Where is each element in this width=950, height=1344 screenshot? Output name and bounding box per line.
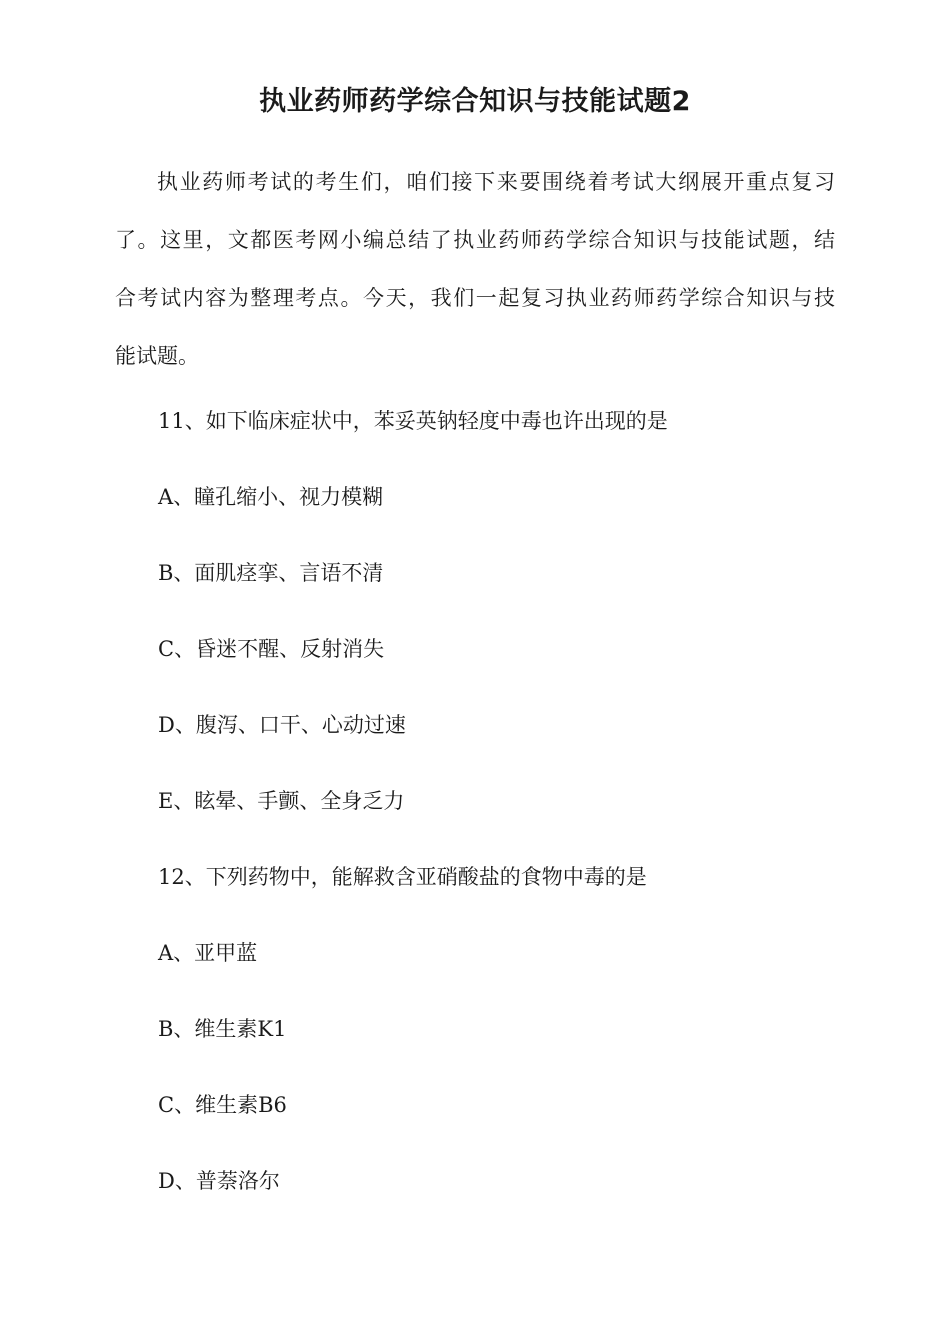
question-11-option-d: D、腹泻、口干、心动过速 bbox=[158, 713, 406, 737]
question-12-option-a: A、亚甲蓝 bbox=[158, 941, 258, 965]
question-11-option-e: E、眩晕、手颤、全身乏力 bbox=[158, 789, 405, 813]
question-12-option-d: D、普萘洛尔 bbox=[158, 1169, 280, 1193]
intro-paragraph bbox=[115, 153, 835, 385]
intro-line: 执业药师考试的考生们，咱们接下来要围绕着考试大纲展开重点复习 bbox=[157, 170, 835, 194]
intro-line: 能试题。 bbox=[115, 344, 199, 368]
question-12-option-b: B、维生素K1 bbox=[158, 1017, 287, 1041]
question-12-option-c: C、维生素B6 bbox=[158, 1093, 287, 1117]
intro-line: 了。这里，文都医考网小编总结了执业药师药学综合知识与技能试题，结 bbox=[115, 228, 835, 252]
question-12: 12、下列药物中，能解救含亚硝酸盐的食物中毒的是 bbox=[158, 865, 647, 889]
intro-line: 合考试内容为整理考点。今天，我们一起复习执业药师药学综合知识与技 bbox=[115, 286, 835, 310]
question-11: 11、如下临床症状中，苯妥英钠轻度中毒也许出现的是 bbox=[158, 409, 668, 433]
page-title: 执业药师药学综合知识与技能试题2 bbox=[259, 86, 691, 117]
question-11-option-a: A、瞳孔缩小、视力模糊 bbox=[158, 485, 384, 509]
question-11-option-b: B、面肌痉挛、言语不清 bbox=[158, 561, 384, 585]
question-11-option-c: C、昏迷不醒、反射消失 bbox=[158, 637, 385, 661]
